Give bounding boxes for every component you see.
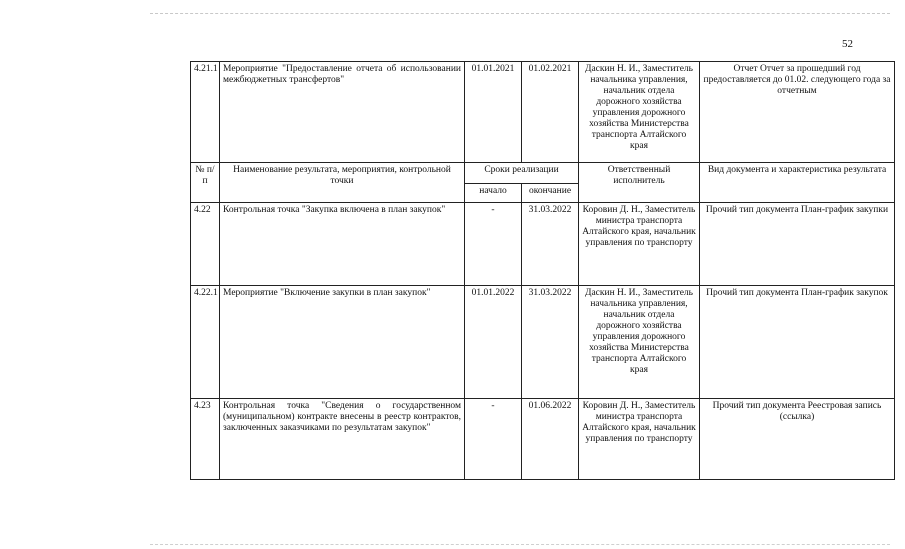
row-doc-type: Отчет Отчет за прошедший год предоставляется до 01.02. следующего года за отчетным [700, 62, 895, 163]
page-number: 52 [842, 38, 853, 50]
row-number: 4.21.1 [191, 62, 220, 163]
row-name: Мероприятие "Предоставление отчета об использовании межбюджетных трансфертов" [220, 62, 465, 163]
row-responsible: Даскин Н. И., Заместитель начальника управления, начальник отдела дорожного хозяйства управления дорожного хозяйства Министерства транспорта Алтайского края [579, 62, 700, 163]
row-end-date: 31.03.2022 [522, 203, 579, 286]
header-deadlines: Сроки реализации [465, 163, 579, 184]
row-start-date: - [465, 399, 522, 480]
row-number: 4.23 [191, 399, 220, 480]
row-doc-type: Прочий тип документа План-график закупок [700, 286, 895, 399]
row-name: Контрольная точка "Сведения о государственном (муниципальном) контракте внесены в реестр контрактов, заключенных заказчиками по результатам закупок" [220, 399, 465, 480]
row-start-date: 01.01.2021 [465, 62, 522, 163]
row-end-date: 01.02.2021 [522, 62, 579, 163]
row-doc-type: Прочий тип документа Реестровая запись (ссылка) [700, 399, 895, 480]
table-header-row [191, 163, 895, 184]
row-responsible: Даскин Н. И., Заместитель начальника управления, начальник отдела дорожного хозяйства управления дорожного хозяйства Министерства транспорта Алтайского края [579, 286, 700, 399]
row-start-date: 01.01.2022 [465, 286, 522, 399]
table-row [191, 286, 895, 399]
header-doc-type: Вид документа и характеристика результата [700, 163, 895, 203]
header-name: Наименование результата, мероприятия, контрольной точки [220, 163, 465, 203]
row-end-date: 31.03.2022 [522, 286, 579, 399]
row-number: 4.22.1 [191, 286, 220, 399]
table-row [191, 62, 895, 163]
row-number: 4.22 [191, 203, 220, 286]
row-responsible: Коровин Д. Н., Заместитель министра транспорта Алтайского края, начальник управления по транспорту [579, 399, 700, 480]
table-row [191, 399, 895, 480]
header-responsible: Ответственный исполнитель [579, 163, 700, 203]
row-doc-type: Прочий тип документа План-график закупки [700, 203, 895, 286]
row-end-date: 01.06.2022 [522, 399, 579, 480]
header-num: № п/п [191, 163, 220, 203]
implementation-plan-table [190, 61, 895, 480]
row-responsible: Коровин Д. Н., Заместитель министра транспорта Алтайского края, начальник управления по транспорту [579, 203, 700, 286]
table-row [191, 203, 895, 286]
scan-edge-bottom [150, 544, 890, 545]
header-end: окончание [522, 184, 579, 203]
header-start: начало [465, 184, 522, 203]
row-name: Контрольная точка "Закупка включена в план закупок" [220, 203, 465, 286]
row-name: Мероприятие "Включение закупки в план закупок" [220, 286, 465, 399]
row-start-date: - [465, 203, 522, 286]
scan-edge-top [150, 13, 890, 14]
